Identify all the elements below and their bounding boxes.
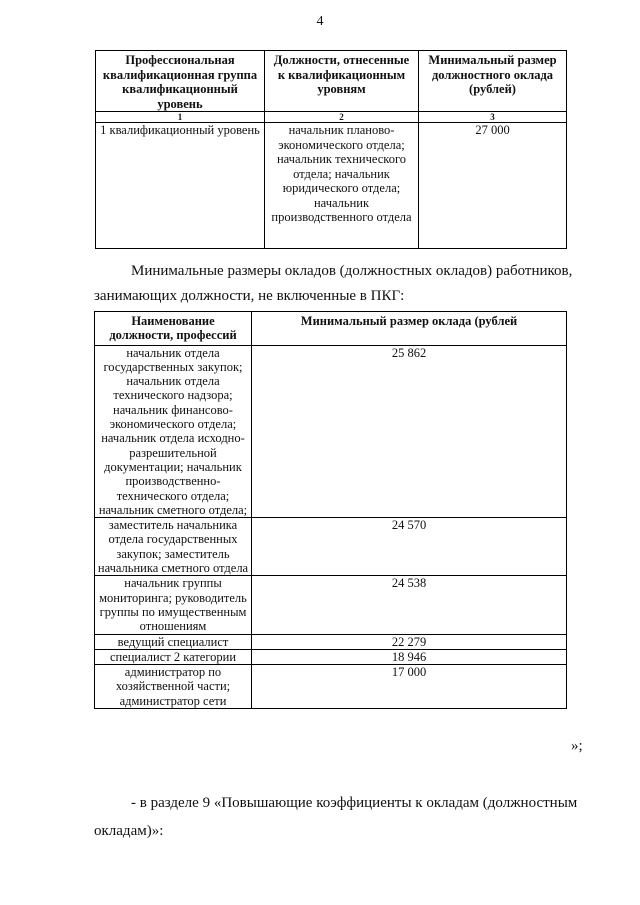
table-row [96, 123, 567, 249]
paragraph-line: окладам)»: [94, 823, 164, 839]
column-header-name: Наименование должности, профессий [95, 312, 252, 346]
column-number: 1 [96, 112, 265, 123]
salary-cell: 25 862 [252, 345, 567, 518]
table-row [95, 665, 567, 709]
column-header-positions: Должности, отнесенные к квалификационным уровням [265, 51, 419, 112]
salary-cell: 18 946 [252, 649, 567, 664]
position-name-cell: начальник отдела государственных закупок; начальник отдела технического надзора; начальник финансово-экономического отдела; начальник отдела исходно-разрешительной документации; начальник производственно-технического отдела; начальник сметного отдела; [95, 345, 252, 518]
table-header-row [96, 51, 567, 112]
table-row [95, 649, 567, 664]
closing-quote: »; [571, 738, 583, 754]
position-name-cell: ведущий специалист [95, 634, 252, 649]
table-row [95, 518, 567, 576]
position-name-cell: заместитель начальника отдела государственных закупок; заместитель начальника сметного отдела [95, 518, 252, 576]
positions-cell: начальник планово-экономического отдела; начальник технического отдела; начальник юридического отдела; начальник производственного отдела [265, 123, 419, 249]
column-header-salary: Минимальный размер оклада (рублей [252, 312, 567, 346]
table-row [95, 634, 567, 649]
position-name-cell: начальник группы мониторинга; руководитель группы по имущественным отношениям [95, 576, 252, 634]
salary-cell: 17 000 [252, 665, 567, 709]
non-pkg-salary-table [94, 311, 567, 709]
column-number-row [96, 112, 567, 123]
table-row [95, 345, 567, 518]
paragraph-line: Минимальные размеры окладов (должностных окладов) работников, [131, 263, 573, 279]
position-name-cell: специалист 2 категории [95, 649, 252, 664]
salary-cell: 27 000 [419, 123, 567, 249]
paragraph-line: - в разделе 9 «Повышающие коэффициенты к окладам (должностным [131, 795, 578, 811]
salary-cell: 24 538 [252, 576, 567, 634]
column-number: 3 [419, 112, 567, 123]
column-header-salary: Минимальный размер должностного оклада (рублей) [419, 51, 567, 112]
table-row [95, 576, 567, 634]
position-name-cell: администратор по хозяйственной части; администратор сети [95, 665, 252, 709]
salary-cell: 24 570 [252, 518, 567, 576]
pkg-salary-table [95, 50, 567, 249]
table-header-row [95, 312, 567, 346]
page-number: 4 [316, 14, 324, 29]
column-number: 2 [265, 112, 419, 123]
paragraph-line: занимающих должности, не включенные в ПКГ: [94, 288, 405, 304]
column-header-group: Профессиональная квалификационная группа квалификационный уровень [96, 51, 265, 112]
qualification-level-cell: 1 квалификационный уровень [96, 123, 265, 249]
salary-cell: 22 279 [252, 634, 567, 649]
